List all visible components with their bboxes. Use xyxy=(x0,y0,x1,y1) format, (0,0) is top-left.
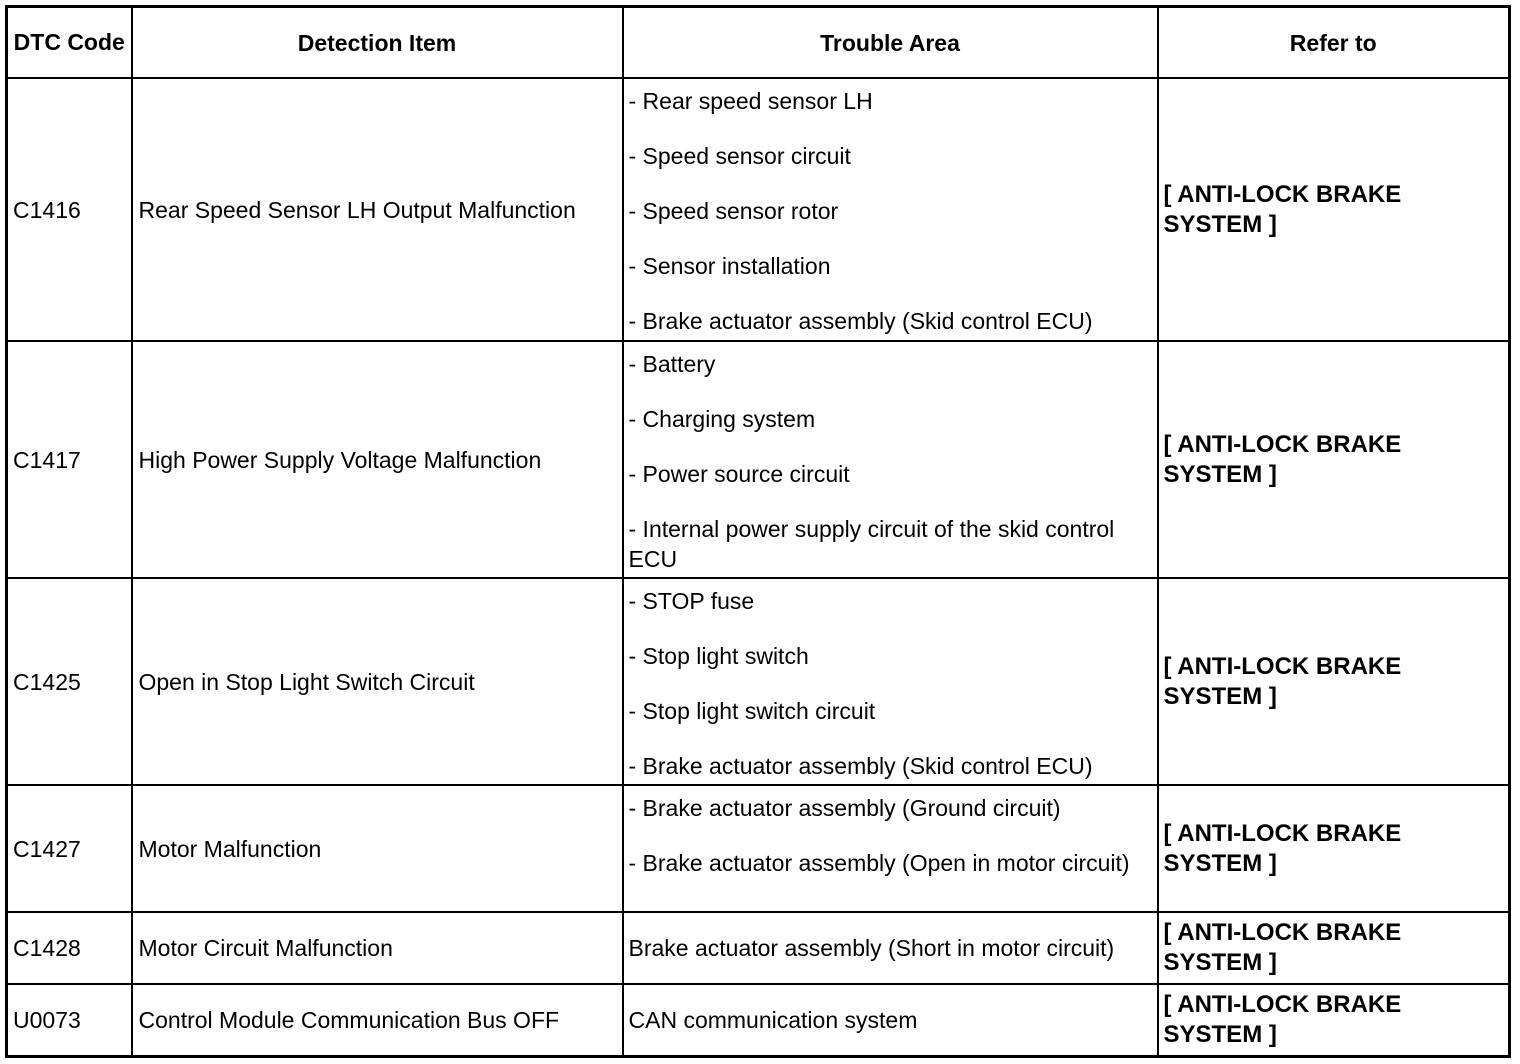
trouble-area-item: - Speed sensor circuit xyxy=(628,143,851,169)
detection-item: High Power Supply Voltage Malfunction xyxy=(132,341,623,578)
table-row xyxy=(7,78,1510,341)
refer-to-link: [ ANTI-LOCK BRAKE SYSTEM ] xyxy=(1158,984,1510,1056)
trouble-area-item: - Power source circuit xyxy=(628,461,850,488)
trouble-area-item: - Stop light switch circuit xyxy=(628,698,876,725)
dtc-table xyxy=(5,5,1511,1058)
refer-to-link: [ ANTI-LOCK BRAKE SYSTEM ] xyxy=(1158,78,1510,341)
refer-to-link: [ ANTI-LOCK BRAKE SYSTEM ] xyxy=(1158,785,1510,912)
trouble-area-item: - Sensor installation xyxy=(628,253,831,279)
header-detection-item: Detection Item xyxy=(132,7,623,79)
table-row xyxy=(7,984,1510,1056)
trouble-area-item: - Brake actuator assembly (Skid control ECU) xyxy=(628,308,1093,334)
header-row xyxy=(7,7,1510,79)
trouble-area-item: - Battery xyxy=(628,351,716,378)
dtc-code: C1417 xyxy=(7,341,132,578)
trouble-area-item: - Charging system xyxy=(628,406,816,433)
trouble-area-item: CAN communication system xyxy=(628,1007,918,1034)
dtc-code: C1425 xyxy=(7,578,132,785)
trouble-area xyxy=(623,578,1158,785)
refer-to-link: [ ANTI-LOCK BRAKE SYSTEM ] xyxy=(1158,341,1510,578)
trouble-area-item: - Internal power supply circuit of the skid control ECU xyxy=(628,516,1115,573)
trouble-area xyxy=(623,912,1158,984)
header-dtc-code: DTC Code xyxy=(7,7,132,79)
table-row xyxy=(7,578,1510,785)
detection-item: Control Module Communication Bus OFF xyxy=(132,984,623,1056)
header-refer-to: Refer to xyxy=(1158,7,1510,79)
trouble-area-item: - Speed sensor rotor xyxy=(628,198,839,224)
trouble-area-item: - Brake actuator assembly (Open in motor circuit) xyxy=(628,850,1130,877)
header-trouble-area: Trouble Area xyxy=(623,7,1158,79)
table-row xyxy=(7,912,1510,984)
detection-item: Open in Stop Light Switch Circuit xyxy=(132,578,623,785)
dtc-code: C1416 xyxy=(7,78,132,341)
dtc-code: C1427 xyxy=(7,785,132,912)
table-body xyxy=(7,78,1510,1057)
trouble-area xyxy=(623,785,1158,912)
trouble-area-item: - Rear speed sensor LH xyxy=(628,88,873,114)
refer-to-link: [ ANTI-LOCK BRAKE SYSTEM ] xyxy=(1158,912,1510,984)
trouble-area xyxy=(623,341,1158,578)
detection-item: Motor Circuit Malfunction xyxy=(132,912,623,984)
dtc-code: U0073 xyxy=(7,984,132,1056)
table-header xyxy=(7,7,1510,79)
dtc-code: C1428 xyxy=(7,912,132,984)
detection-item: Rear Speed Sensor LH Output Malfunction xyxy=(132,78,623,341)
refer-to-link: [ ANTI-LOCK BRAKE SYSTEM ] xyxy=(1158,578,1510,785)
trouble-area-item: - STOP fuse xyxy=(628,588,755,615)
trouble-area-item: - Brake actuator assembly (Ground circuit) xyxy=(628,795,1061,822)
trouble-area-item: - Stop light switch xyxy=(628,643,809,670)
trouble-area-item: Brake actuator assembly (Short in motor circuit) xyxy=(628,935,1115,962)
trouble-area xyxy=(623,984,1158,1056)
detection-item: Motor Malfunction xyxy=(132,785,623,912)
trouble-area-item: - Brake actuator assembly (Skid control ECU) xyxy=(628,753,1093,780)
table-row xyxy=(7,341,1510,578)
table-row xyxy=(7,785,1510,912)
trouble-area xyxy=(623,78,1158,341)
